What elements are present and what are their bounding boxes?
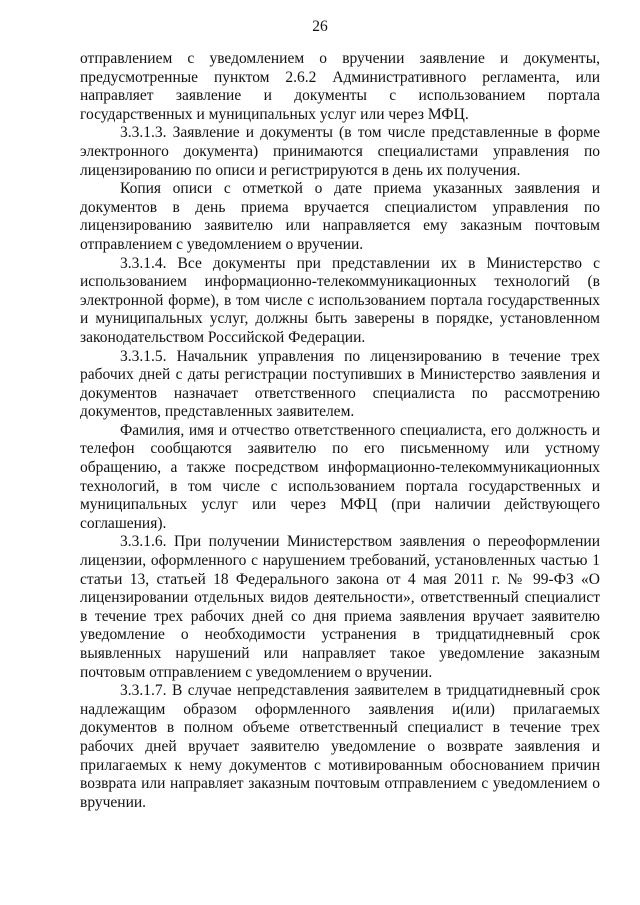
paragraph-3-3-1-5: 3.3.1.5. Начальник управления по лицензированию в течение трех рабочих дней с даты регистрации поступивших в Министерство заявления и документов назначает ответственного специалиста по рассмотрению документов, представленных заявителем. bbox=[80, 347, 600, 421]
document-body bbox=[80, 50, 600, 812]
paragraph-3-3-1-4: 3.3.1.4. Все документы при представлении их в Министерство с использованием информационно-телекоммуникационных технологий (в электронной форме), в том числе с использованием портала государственных и муниципальных услуг, должны быть заверены в порядке, установленном законодательством Российской Федерации. bbox=[80, 254, 600, 346]
paragraph-responsible-specialist-contact: Фамилия, имя и отчество ответственного специалиста, его должность и телефон сообщаются заявителю по его письменному или устному обращению, а также посредством информационно-телекоммуникационных технологий, в том числе с использованием портала государственных и муниципальных услуг или через МФЦ (при наличии действующего соглашения). bbox=[80, 421, 600, 532]
paragraph-copy-of-inventory: Копия описи с отметкой о дате приема указанных заявления и документов в день приема вручается специалистом управления по лицензированию заявителю или направляется ему заказным почтовым отправлением с уведомлением о вручении. bbox=[80, 180, 600, 253]
page-number: 26 bbox=[312, 18, 328, 35]
paragraph-3-3-1-6: 3.3.1.6. При получении Министерством заявления о переоформлении лицензии, оформленного с нарушением требований, установленных частью 1 статьи 13, статьей 18 Федерального закона от 4 мая 2011 г. № 99-ФЗ «О лицензировании отдельных видов деятельности», ответственный специалист в течение трех рабочих дней со дня приема заявления вручает заявителю уведомление о необходимости устранения в тридцатидневный срок выявленных нарушений или направляет такое уведомление заказным почтовым отправлением с уведомлением о вручении. bbox=[80, 533, 600, 681]
paragraph-continuation: отправлением с уведомлением о вручении заявление и документы, предусмотренные пунктом 2.6.2 Административного регламента, или направляет заявление и документы с использованием портала государственных и муниципальных услуг или через МФЦ. bbox=[80, 50, 600, 123]
paragraph-3-3-1-7: 3.3.1.7. В случае непредставления заявителем в тридцатидневный срок надлежащим образом оформленного заявления и(или) прилагаемых документов в полном объеме ответственный специалист в течение трех рабочих дней вручает заявителю уведомление о возврате заявления и прилагаемых к нему документов с мотивированным обоснованием причин возврата или направляет заказным почтовым отправлением с уведомлением о вручении. bbox=[80, 682, 600, 811]
paragraph-3-3-1-3: 3.3.1.3. Заявление и документы (в том числе представленные в форме электронного документа) принимаются специалистами управления по лицензированию по описи и регистрируются в день их получения. bbox=[80, 124, 600, 179]
